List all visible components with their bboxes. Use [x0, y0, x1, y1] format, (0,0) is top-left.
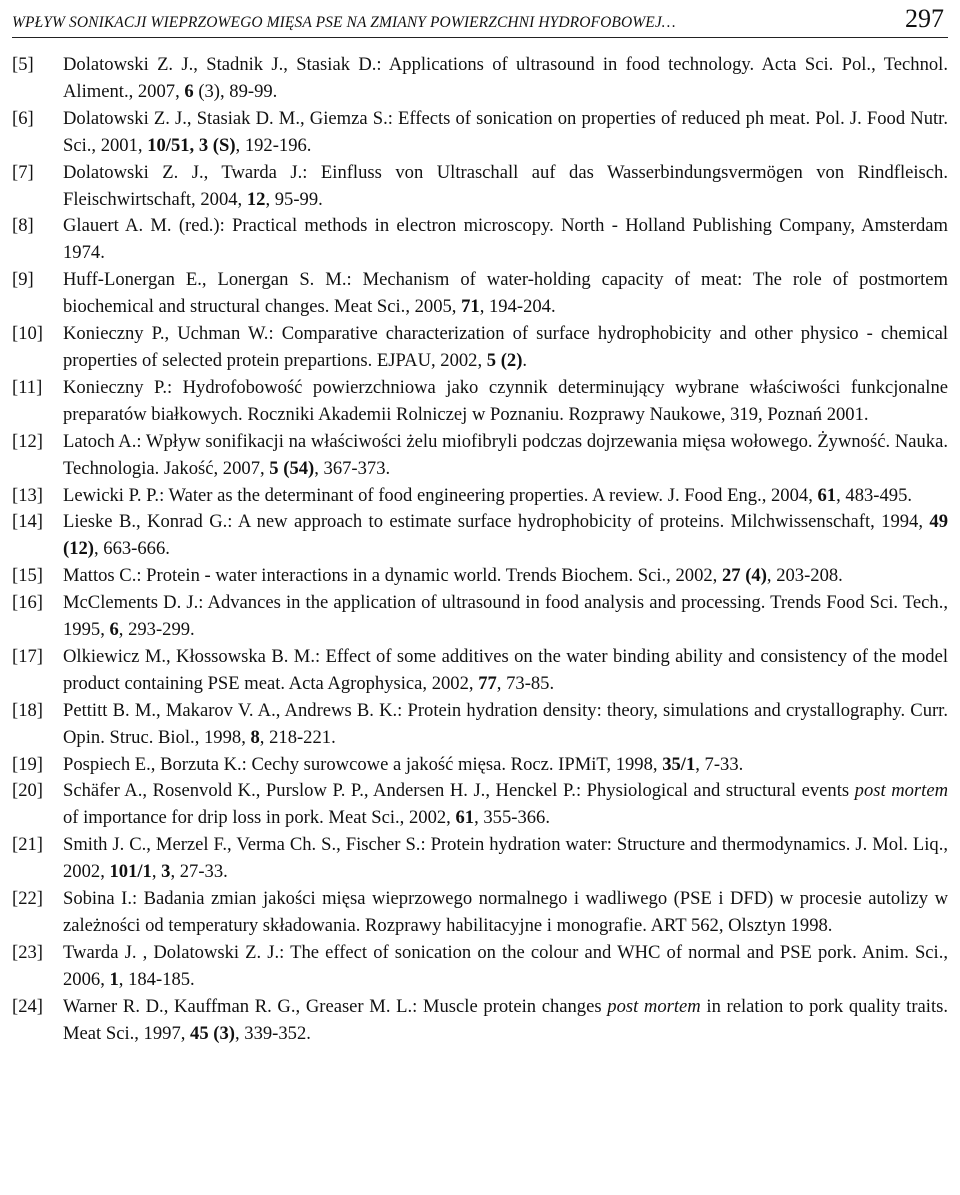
reference-number: [21]: [12, 834, 43, 856]
reference-text: [63, 52, 948, 106]
reference-number: [10]: [12, 323, 43, 345]
reference-text-segment: , 339-352.: [234, 1022, 311, 1044]
reference-bold-segment: 5: [269, 457, 279, 479]
reference-bold-segment: 6: [109, 619, 119, 641]
reference-bold-segment: (12): [63, 538, 94, 560]
reference-number: [16]: [12, 592, 43, 614]
reference-bold-segment: 35/1: [662, 753, 696, 775]
reference-bold-segment: (3): [213, 1022, 235, 1044]
reference-item: [12, 644, 948, 698]
reference-bold-segment: 1: [109, 968, 119, 990]
reference-item: [12, 940, 948, 994]
reference-item: [12, 483, 948, 510]
reference-text-segment: Warner R. D., Kauffman R. G., Greaser M. L.: Muscle protein changes: [63, 995, 608, 1017]
reference-bold-segment: 101/1: [109, 861, 152, 883]
reference-text-segment: , 218-221.: [259, 726, 336, 748]
reference-text: [63, 509, 948, 563]
reference-text: [63, 994, 948, 1048]
reference-bold-segment: 8: [250, 726, 260, 748]
reference-item: [12, 375, 948, 429]
reference-number: [12]: [12, 430, 43, 452]
reference-text-segment: , 203-208.: [766, 565, 843, 587]
reference-number: [5]: [12, 54, 34, 75]
reference-text-segment: Glauert A. M. (red.): Practical methods in electron microscopy. North - Holland Publishing Company, Amsterdam 1974.: [63, 215, 948, 264]
reference-text: [63, 886, 948, 940]
reference-bold-segment: 27: [721, 565, 741, 587]
reference-item: [12, 106, 948, 160]
reference-text-segment: Dolatowski Z. J., Twarda J.: Einfluss von Ultraschall auf das Wasserbindungsvermögen von Rindfleisch. Fleischwirtschaft, 2004,: [63, 161, 948, 210]
reference-bold-segment: (2): [500, 349, 523, 371]
reference-number: [17]: [12, 645, 43, 667]
reference-item: [12, 778, 948, 832]
reference-text-segment: Lieske B., Konrad G.: A new approach to estimate surface hydrophobicity of proteins. Milchwissenschaft, 1994,: [63, 511, 930, 533]
reference-text-segment: , 184-185.: [118, 968, 195, 990]
reference-text-segment: Sobina I.: Badania zmian jakości mięsa wieprzowego normalnego i wadliwego (PSE i DFD) w procesie autolizy w zależności od temperatury składowania. Rozprawy habilitacyjne i monografie. ART 562, Olsztyn 1998.: [63, 888, 948, 936]
reference-text-segment: Twarda J. , Dolatowski Z. J.: The effect of sonication on the colour and WHC of normal and PSE pork. Anim. Sci., 2006,: [63, 941, 948, 990]
reference-text-segment: (3), 89-99.: [193, 80, 278, 102]
reference-text-segment: , 192-196.: [235, 134, 312, 156]
reference-number: [11]: [12, 376, 43, 398]
reference-text: [63, 429, 948, 483]
page-number: 297: [905, 4, 944, 33]
reference-text: [63, 106, 948, 160]
reference-item: [12, 160, 948, 214]
reference-text-segment: of importance for drip loss in pork. Meat Sci., 2002,: [63, 807, 456, 829]
reference-text-segment: , 73-85.: [496, 672, 555, 694]
reference-text-segment: Pospiech E., Borzuta K.: Cechy surowcowe a jakość mięsa. Rocz. IPMiT, 1998,: [63, 753, 663, 775]
reference-item: [12, 886, 948, 940]
reference-bold-segment: 3: [161, 861, 171, 883]
reference-text: [63, 321, 948, 375]
reference-number: [23]: [12, 941, 43, 963]
reference-text-segment: Olkiewicz M., Kłossowska B. M.: Effect of some additives on the water binding ability and consistency of the model product containing PSE meat. Acta Agrophysica, 2002,: [63, 645, 948, 694]
reference-text: [63, 644, 948, 698]
reference-bold-segment: 71: [461, 296, 480, 318]
page-header: [12, 0, 948, 38]
reference-bold-segment: 12: [246, 188, 266, 210]
reference-number: [22]: [12, 888, 43, 910]
reference-number: [15]: [12, 565, 43, 587]
reference-italic-segment: post mortem: [854, 780, 949, 802]
running-title: WPŁYW SONIKACJI WIEPRZOWEGO MIĘSA PSE NA ZMIANY POWIERZCHNI HYDROFOBOWEJ…: [12, 14, 676, 31]
reference-number: [7]: [12, 161, 34, 183]
reference-bold-segment: (54): [283, 457, 315, 479]
reference-number: [14]: [12, 511, 43, 533]
reference-item: [12, 509, 948, 563]
reference-text-segment: Pettitt B. M., Makarov V. A., Andrews B. K.: Protein hydration density: theory, simulations and crystallography. Curr. Opin. Struc. Biol., 1998,: [63, 699, 948, 748]
reference-item: [12, 429, 948, 483]
reference-item: [12, 590, 948, 644]
reference-text: [63, 698, 948, 752]
reference-text-segment: McClements D. J.: Advances in the application of ultrasound in food analysis and processing. Trends Food Sci. Tech., 1995,: [63, 592, 948, 641]
reference-text: [63, 160, 948, 214]
reference-text-segment: Latoch A.: Wpływ sonifikacji na właściwości żelu miofibryli podczas dojrzewania mięsa wołowego. Żywność. Nauka. Technologia. Jakość, 2007,: [63, 430, 948, 479]
reference-text-segment: , 663-666.: [93, 538, 170, 560]
reference-item: [12, 994, 948, 1048]
reference-number: [8]: [12, 215, 34, 237]
reference-item: [12, 213, 948, 267]
reference-number: [19]: [12, 753, 43, 775]
reference-bold-segment: 49: [929, 511, 948, 533]
reference-text-segment: Lewicki P. P.: Water as the determinant of food engineering properties. A review. J. Food Eng., 2004,: [63, 484, 818, 506]
reference-text-segment: Mattos C.: Protein - water interactions in a dynamic world. Trends Biochem. Sci., 2002,: [63, 565, 722, 587]
reference-number: [9]: [12, 269, 34, 291]
reference-item: [12, 563, 948, 590]
reference-bold-segment: 10/51, 3 (S): [147, 134, 236, 156]
reference-number: [13]: [12, 484, 43, 506]
reference-text-segment: Huff-Lonergan E., Lonergan S. M.: Mechanism of water-holding capacity of meat: The role of postmortem biochemical and structural changes. Meat Sci., 2005,: [63, 269, 948, 318]
reference-text: [63, 267, 948, 321]
reference-bold-segment: 61: [817, 484, 837, 506]
reference-bold-segment: 45: [190, 1022, 209, 1044]
reference-number: [24]: [12, 995, 43, 1017]
reference-text-segment: Dolatowski Z. J., Stasiak D. M., Giemza S.: Effects of sonication on properties of reduced ph meat. Pol. J. Food Nutr. Sci., 2001,: [63, 107, 948, 156]
reference-text: [63, 778, 948, 832]
reference-text-segment: Konieczny P., Uchman W.: Comparative characterization of surface hydrophobicity and other physico - chemical properties of selected protein prepartions. EJPAU, 2002,: [63, 323, 948, 371]
reference-text: [63, 752, 948, 779]
reference-item: [12, 52, 948, 106]
reference-item: [12, 832, 948, 886]
reference-text-segment: , 483-495.: [836, 484, 913, 506]
reference-text-segment: ,: [151, 861, 162, 883]
reference-text: [63, 375, 948, 429]
reference-text-segment: .: [522, 349, 528, 371]
reference-text-segment: , 194-204.: [479, 296, 556, 318]
reference-text-segment: , 293-299.: [118, 619, 195, 641]
reference-item: [12, 267, 948, 321]
reference-text: [63, 590, 948, 644]
reference-italic-segment: post mortem: [607, 995, 701, 1017]
reference-text-segment: , 27-33.: [170, 861, 228, 883]
reference-list: [12, 52, 948, 1048]
reference-text-segment: Schäfer A., Rosenvold K., Purslow P. P., Andersen H. J., Henckel P.: Physiological and structural events: [63, 780, 855, 802]
reference-number: [18]: [12, 699, 43, 721]
reference-text-segment: , 7-33.: [695, 753, 744, 775]
reference-text-segment: , 367-373.: [314, 457, 391, 479]
reference-text: [63, 483, 948, 510]
reference-text-segment: in relation to pork quality traits. Meat Sci., 1997,: [63, 995, 948, 1044]
reference-bold-segment: (4): [745, 565, 767, 587]
reference-item: [12, 321, 948, 375]
reference-text: [63, 940, 948, 994]
reference-text-segment: Smith J. C., Merzel F., Verma Ch. S., Fischer S.: Protein hydration water: Structure and thermodynamics. J. Mol. Liq., 2002,: [63, 834, 948, 883]
reference-text-segment: , 95-99.: [265, 188, 323, 210]
reference-item: [12, 698, 948, 752]
reference-text: [63, 213, 948, 267]
reference-bold-segment: 5: [486, 349, 497, 371]
reference-number: [20]: [12, 780, 43, 802]
reference-text-segment: Konieczny P.: Hydrofobowość powierzchniowa jako czynnik determinujący wybrane właściwości funkcjonalne preparatów białkowych. Roczniki Akademii Rolniczej w Poznaniu. Rozprawy Naukowe, 319, Poznań 2001.: [63, 376, 948, 425]
reference-item: [12, 752, 948, 779]
reference-bold-segment: 77: [478, 672, 497, 694]
reference-text-segment: Dolatowski Z. J., Stadnik J., Stasiak D.: Applications of ultrasound in food technology. Acta Sci. Pol., Technol. Aliment., 2007,: [63, 54, 948, 102]
reference-text: [63, 563, 948, 590]
reference-text: [63, 832, 948, 886]
reference-text-segment: , 355-366.: [474, 807, 550, 829]
reference-bold-segment: 61: [455, 807, 475, 829]
reference-bold-segment: 6: [184, 80, 194, 102]
reference-number: [6]: [12, 107, 34, 129]
